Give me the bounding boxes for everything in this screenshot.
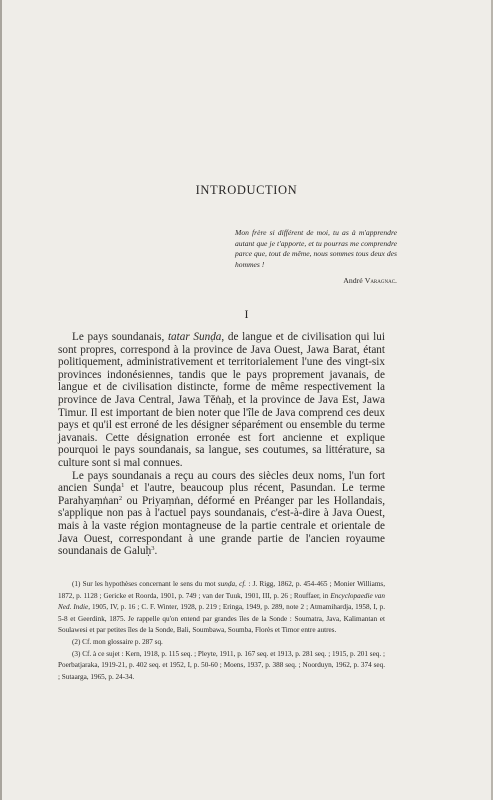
epigraph-author-last: Varagnac. (364, 276, 397, 285)
epigraph-author-first: André (343, 276, 365, 285)
paragraph-1-italic: tatar Sunḍa (167, 331, 222, 343)
paragraph-2 (58, 470, 385, 558)
footnote-1-text: : J. Rigg, 1862, p. 454-465 ; Monier Williams, 1872, p. 1128 ; Gericke et Roorda, 1901, p. 749 ; van der Tuuk, 1901, III, p. 26 ; Rouffaer, in (58, 580, 386, 600)
footnote-1-text: (1) Sur les hypothèses concernant le sens du mot (72, 580, 218, 588)
footnote-ref-3[interactable]: 3 (151, 545, 155, 553)
footnote-ref-1[interactable]: 1 (121, 482, 125, 490)
footnote-2: (2) Cf. mon glossaire p. 287 sq. (72, 637, 163, 646)
paragraph-1 (58, 331, 385, 470)
footnote-1-italic: sunḍa (217, 580, 236, 588)
paragraph-2-text: Le pays soundanais a reçu au cours des siècles deux noms, l'un fort ancien Sunḍa (58, 469, 385, 495)
epigraph-author (235, 276, 397, 285)
paragraph-2-text: . (154, 545, 158, 558)
epigraph-quote: Mon frère si différent de moi, tu as à m'apprendre autant que je t'apporte, et tu pourras me comprendre parce que, tout de même, nous sommes tous deux des hommes ! (235, 228, 397, 270)
paragraph-2-text: et l'autre, beaucoup plus récent, Pasundan. Le terme Parahyaṃṅan (58, 482, 385, 507)
section-number: I (244, 307, 249, 321)
footnote-1-text: , (235, 580, 240, 588)
footnote-1-text: , 1905, IV, p. 16 ; C. F. Winter, 1928, p. 219 ; Eringa, 1949, p. 289, note 2 ; Atmamihardja, 1958, I, p. 5-8 et Geerdink, 1875. Je rappelle qu'on entend par grandes îles de la Sonde : Soumatra, Java, Kalimantan et Soulawesi et par petites îles de la Sonde, Bali, Soumbawa, Soumba, Florès et Timor entre autres. (58, 603, 385, 635)
scan-edge-left (0, 0, 2, 800)
paragraph-2-text: ou Priyaṃṅan, déformé en Préanger par les Hollandais, s'applique non pas à l'actuel pays soundanais, c'est-à-dire à Java Ouest, mais à la vaste région montagneuse de la partie centrale et orientale de Java Ouest, correspondant à une grande partie de l'ancien royaume soundanais de Galuḥ (58, 494, 385, 558)
footnotes (58, 579, 385, 683)
body-text (58, 331, 385, 558)
paragraph-1-text: , de langue et de civilisation qui lui sont propres, correspond à la province de Java Ouest, Jawa Barat, étant politiquement, administrativement et territorialement l'une des vingt-six provinces indonésiennes, tandis que le pays proprement javanais, de langue et de civilisation distincte, forme de même respectivement la province de Java Central, Jawa Tĕṅaḥ, et la province de Java Est, Jawa Timur. Il est important de bien noter que l'île de Java comprend ces deux pays et qu'il est erroné de les désigner séparément ou ensemble du terme javanais. Cette désignation erronée est fort ancienne et explique pourquoi le pays soundanais, sa langue, ses coutumes, sa littérature, sa culture sont si mal connues. (58, 331, 385, 469)
footnote-1-italic: Encyclopaedie van Ned. Indie (58, 591, 385, 612)
footnote-1 (58, 579, 385, 637)
footnote-3: (3) Cf. à ce sujet : Kern, 1918, p. 115 seq. ; Pleyte, 1911, p. 167 seq. et 1913, p. 281 seq. ; 1915, p. 201 seq. ; Poerbatjaraka, 1919-21, p. 402 seq. et 1952, I, p. 50-60 ; Moens, 1937, p. 388 seq. ; Noorduyn, 1962, p. 374 seq. ; Sutaarga, 1965, p. 24-34. (58, 649, 385, 681)
footnote-1-italic: cf. (239, 580, 247, 588)
paragraph-1-text: Le pays soundanais, (72, 331, 168, 343)
chapter-title: INTRODUCTION (195, 183, 298, 197)
footnote-ref-2[interactable]: 2 (118, 494, 123, 502)
